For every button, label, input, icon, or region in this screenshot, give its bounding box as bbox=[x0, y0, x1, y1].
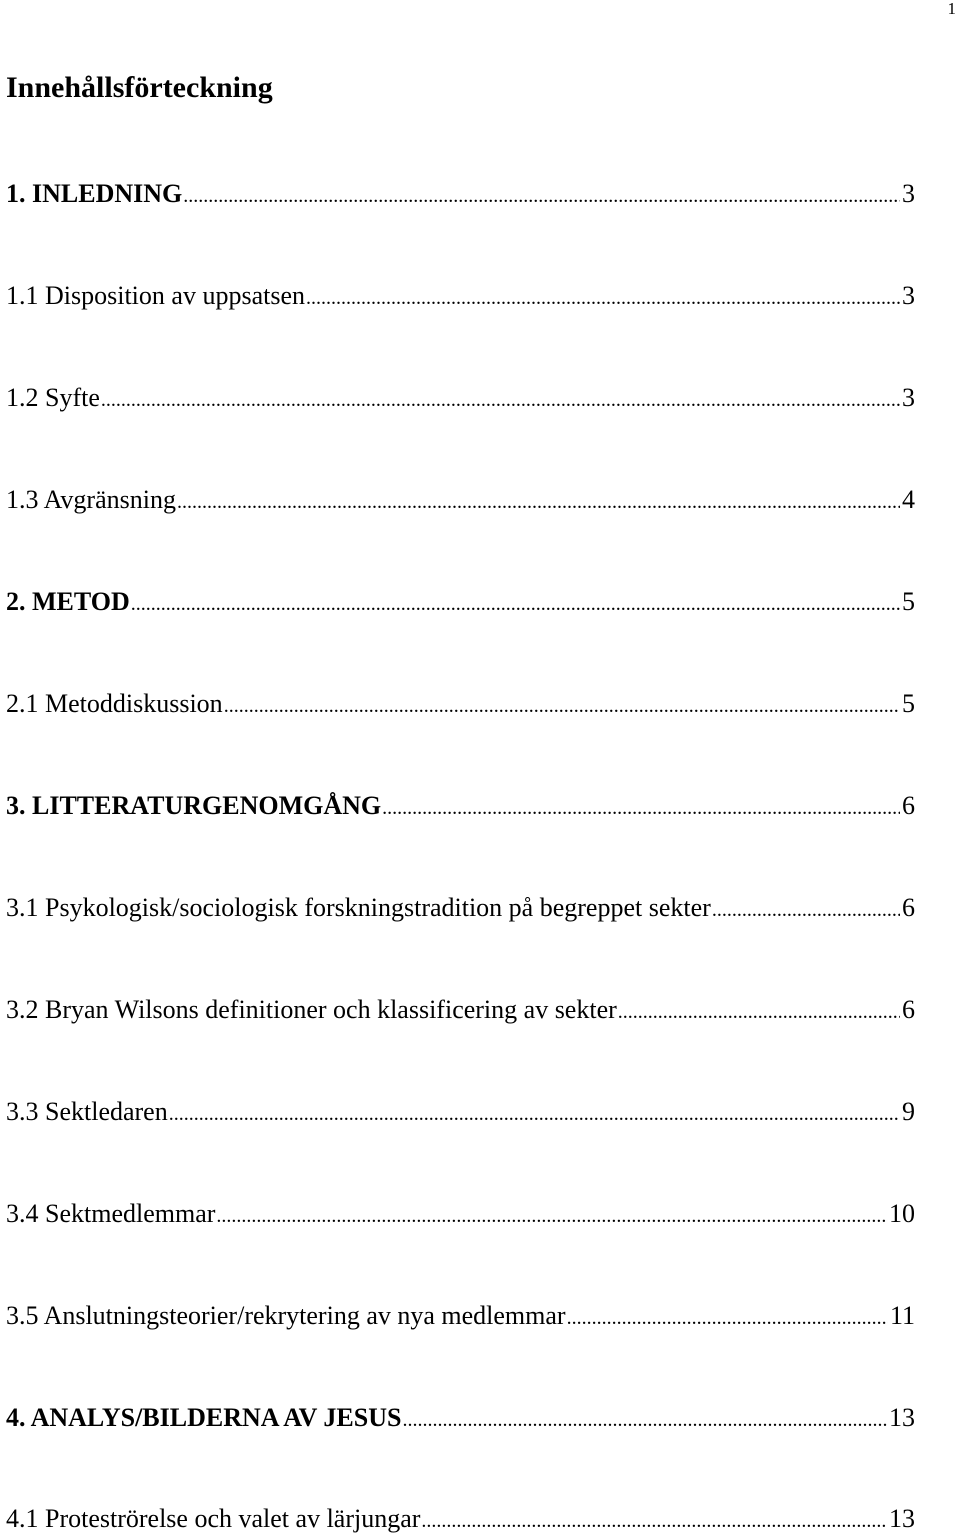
toc-entry[interactable] bbox=[6, 1400, 915, 1436]
dot-leader bbox=[216, 1198, 887, 1234]
dot-leader bbox=[306, 280, 900, 316]
toc-entry-page: 5 bbox=[902, 689, 915, 718]
toc-entry[interactable] bbox=[6, 1196, 915, 1232]
toc-entry[interactable] bbox=[6, 890, 915, 926]
toc-entry-page: 13 bbox=[889, 1403, 915, 1432]
dot-leader bbox=[402, 1402, 887, 1438]
toc-entry-page: 3 bbox=[902, 383, 915, 412]
toc-entry-label: 1.2 Syfte bbox=[6, 383, 100, 412]
page-number: 1 bbox=[947, 0, 956, 18]
dot-leader bbox=[101, 382, 900, 418]
toc-entry[interactable] bbox=[6, 584, 915, 620]
toc-entry-label: 1.3 Avgränsning bbox=[6, 485, 176, 514]
toc-entry-page: 10 bbox=[889, 1199, 915, 1228]
dot-leader bbox=[177, 484, 900, 520]
toc-entry-page: 6 bbox=[902, 791, 915, 820]
toc-entry[interactable] bbox=[6, 992, 915, 1028]
toc-entry-label: 4. ANALYS/BILDERNA AV JESUS bbox=[6, 1403, 402, 1432]
toc-entry[interactable] bbox=[6, 380, 915, 416]
toc-entry-page: 3 bbox=[902, 281, 915, 310]
toc-entry-page: 6 bbox=[902, 893, 915, 922]
toc-entry-label: 3. LITTERATURGENOMGÅNG bbox=[6, 791, 382, 820]
toc-entry-label: 2.1 Metoddiskussion bbox=[6, 689, 223, 718]
dot-leader bbox=[183, 178, 900, 214]
toc-entry-page: 13 bbox=[889, 1504, 915, 1533]
toc-entry-label: 3.1 Psykologisk/sociologisk forskningstradition på begreppet sekter bbox=[6, 893, 711, 922]
toc-entry[interactable] bbox=[6, 686, 915, 722]
dot-leader bbox=[382, 790, 900, 826]
toc-entry[interactable] bbox=[6, 1501, 915, 1537]
dot-leader bbox=[712, 892, 900, 928]
toc-entry[interactable] bbox=[6, 1094, 915, 1130]
toc-entry[interactable] bbox=[6, 278, 915, 314]
toc-entry-page: 9 bbox=[902, 1097, 915, 1126]
toc-entry-label: 1.1 Disposition av uppsatsen bbox=[6, 281, 305, 310]
toc-entry-label: 3.4 Sektmedlemmar bbox=[6, 1199, 216, 1228]
toc-entry-page: 5 bbox=[902, 587, 915, 616]
dot-leader bbox=[421, 1503, 887, 1539]
toc-entry-label: 4.1 Proteströrelse och valet av lärjungar bbox=[6, 1504, 421, 1533]
toc-entry-page: 4 bbox=[902, 485, 915, 514]
toc-entry-label: 3.2 Bryan Wilsons definitioner och klassificering av sekter bbox=[6, 995, 617, 1024]
toc-entry[interactable] bbox=[6, 788, 915, 824]
toc-entry-label: 3.5 Anslutningsteorier/rekrytering av nya medlemmar bbox=[6, 1301, 566, 1330]
dot-leader bbox=[131, 586, 900, 622]
dot-leader bbox=[224, 688, 900, 724]
toc-entry[interactable] bbox=[6, 482, 915, 518]
toc-title: Innehållsförteckning bbox=[6, 71, 273, 104]
toc-entry-page: 6 bbox=[902, 995, 915, 1024]
toc-entry-label: 3.3 Sektledaren bbox=[6, 1097, 168, 1126]
dot-leader bbox=[567, 1300, 888, 1336]
toc-entry-page: 11 bbox=[889, 1301, 915, 1330]
toc-entry-label: 1. INLEDNING bbox=[6, 179, 183, 208]
toc-entry-page: 3 bbox=[902, 179, 915, 208]
dot-leader bbox=[618, 994, 900, 1030]
toc-entry[interactable] bbox=[6, 1298, 915, 1334]
toc-entry-label: 2. METOD bbox=[6, 587, 130, 616]
dot-leader bbox=[169, 1096, 900, 1132]
toc-entry[interactable] bbox=[6, 176, 915, 212]
